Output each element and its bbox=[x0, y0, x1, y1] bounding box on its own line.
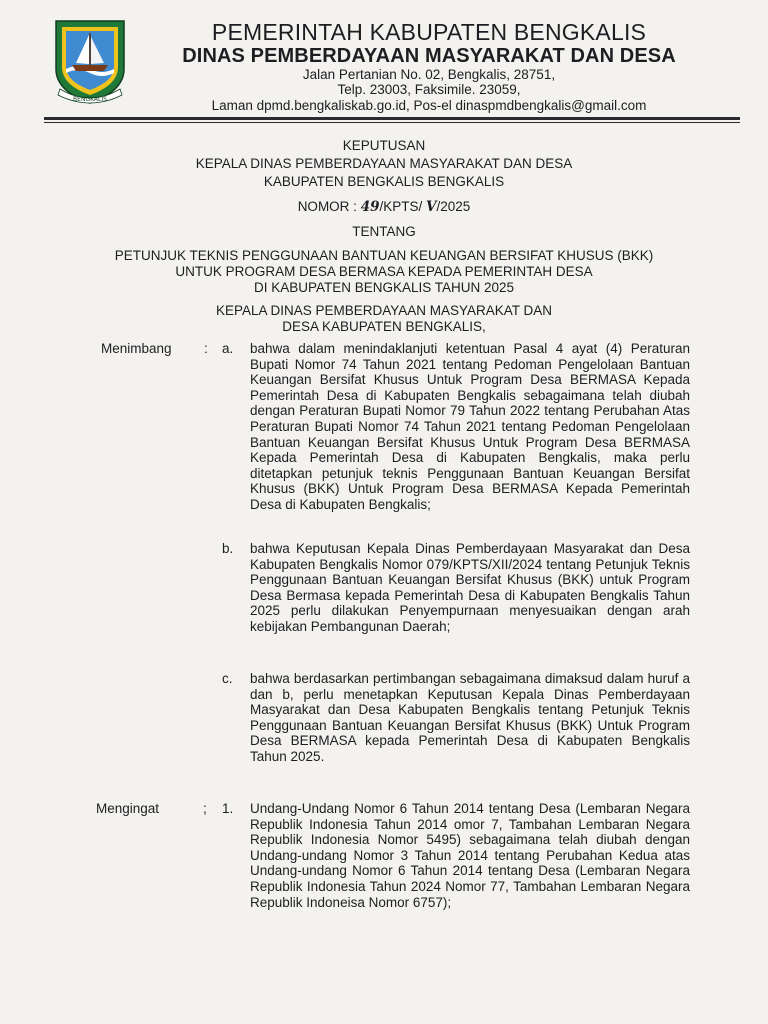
decree-number-label: NOMOR : bbox=[297, 199, 357, 214]
letterhead-web-email: Laman dpmd.bengkaliskab.go.id, Pos-el dinaspmdbengkalis@gmail.com bbox=[211, 98, 647, 113]
decree-region-line: KABUPATEN BENGKALIS BENGKALIS bbox=[263, 174, 505, 189]
menimbang-item-a-mark: a. bbox=[222, 341, 234, 356]
decree-number-handwritten: 49 bbox=[360, 199, 380, 215]
menimbang-item-c-mark: c. bbox=[222, 671, 233, 686]
menimbang-item-c-text: bahwa berdasarkan pertimbangan sebagaimana dimaksud dalam huruf a dan b, perlu menetapkan Keputusan Kepala Dinas Pemberdayaan Masyarakat dan Desa Kabupaten Bengkalis tentang Petunjuk Teknis Penggunaan Bantuan Keuangan Bersifat Khusus (BKK) Untuk Program Desa BERMASA kepada Pemerintah Desa di Kabupaten Bengkalis Tahun 2025. bbox=[250, 671, 690, 764]
mengingat-item-1-mark: 1. bbox=[222, 801, 234, 816]
subject-line-1: PETUNJUK TEKNIS PENGGUNAAN BANTUAN KEUANGAN BERSIFAT KHUSUS (BKK) bbox=[114, 248, 654, 263]
menimbang-label: Menimbang bbox=[101, 341, 172, 356]
menimbang-item-b-text: bahwa Keputusan Kepala Dinas Pemberdayaan Masyarakat dan Desa Kabupaten Bengkalis Nomor 079/KPTS/XII/2024 tentang Petunjuk Teknis Penggunaan Bantuan Keuangan Bersifat Khusus (BKK) untuk Program Desa Bermasa kepada Pemerintah Desa di Kabupaten Bengkalis Tahun 2025 perlu dilakukan Penyempurnaan menyesuaikan dengan arah kebijakan Pembangunan Daerah; bbox=[250, 541, 690, 634]
letterhead-office-name: DINAS PEMBERDAYAAN MASYARAKAT DAN DESA bbox=[182, 45, 676, 67]
decree-number-line bbox=[0, 199, 768, 215]
letterhead-government-name: PEMERINTAH KABUPATEN BENGKALIS bbox=[211, 19, 647, 45]
decree-heading: KEPUTUSAN bbox=[342, 138, 426, 153]
menimbang-item-b-mark: b. bbox=[222, 541, 234, 556]
letterhead-divider-thin bbox=[44, 122, 740, 123]
mengingat-colon: ; bbox=[203, 801, 207, 816]
emblem-motto-text: BENGKALIS bbox=[73, 96, 107, 103]
decree-number-month: V bbox=[426, 199, 437, 215]
menimbang-colon: : bbox=[204, 341, 208, 356]
issuer-line-1: KEPALA DINAS PEMBERDAYAAN MASYARAKAT DAN bbox=[215, 303, 553, 318]
decree-issuer-line: KEPALA DINAS PEMBERDAYAAN MASYARAKAT DAN DESA bbox=[195, 156, 573, 171]
mengingat-item-1-text: Undang-Undang Nomor 6 Tahun 2014 tentang Desa (Lembaran Negara Republik Indonesia Tahun 2014 omor 7, Tambahan Lembaran Negara Republik Indonesia Nomor 5495) sebagaimana telah diubah dengan Undang-undang Nomor 3 Tahun 2014 tentang Perubahan Kedua atas Undang-undang Nomor 6 Tahun 2014 tentang Desa (Lembaran Negara Republik Indonesia Tahun 2024 Nomor 77, Tambahan Lembaran Negara Republik Indoneisa Nomor 6757); bbox=[250, 801, 690, 910]
letterhead-address: Jalan Pertanian No. 02, Bengkalis, 28751, bbox=[302, 67, 556, 82]
decree-number-code: /KPTS/ bbox=[379, 199, 423, 214]
letterhead-phone: Telp. 23003, Faksimile. 23059, bbox=[337, 82, 521, 97]
subject-line-2: UNTUK PROGRAM DESA BERMASA KEPADA PEMERINTAH DESA bbox=[175, 264, 593, 279]
decree-number-year: /2025 bbox=[436, 199, 471, 214]
subject-line-3: DI KABUPATEN BENGKALIS TAHUN 2025 bbox=[253, 280, 515, 295]
letterhead-divider-thick bbox=[44, 117, 740, 120]
menimbang-item-a-text: bahwa dalam menindaklanjuti ketentuan Pasal 4 ayat (4) Peraturan Bupati Nomor 74 Tahun 2021 tentang Pedoman Pengelolaan Bantuan Keuangan Bersifat Khusus Untuk Program Desa BERMASA Kepada Pemerintah Desa di Kabupaten Bengkalis sebagaimana telah diubah dengan Peraturan Bupati Nomor 79 Tahun 2022 tentang Perubahan Atas Peraturan Bupati Nomor 74 Tahun 2021 tentang Pedoman Pengelolaan Bantuan Keuangan Bersifat Khusus Untuk Program Desa BERMASA Kepada Pemerintah Desa di Kabupaten Bengkalis, maka perlu ditetapkan petunjuk teknis Penggunaan Bantuan Keuangan Bersifat Khusus (BKK) Untuk Program Desa BERMASA Kepada Pemerintah Desa di Kabupaten Bengkalis; bbox=[250, 341, 690, 512]
mengingat-label: Mengingat bbox=[96, 801, 160, 816]
regency-emblem-logo bbox=[52, 17, 128, 105]
tentang-heading: TENTANG bbox=[352, 224, 416, 239]
issuer-line-2: DESA KABUPATEN BENGKALIS, bbox=[282, 319, 486, 334]
